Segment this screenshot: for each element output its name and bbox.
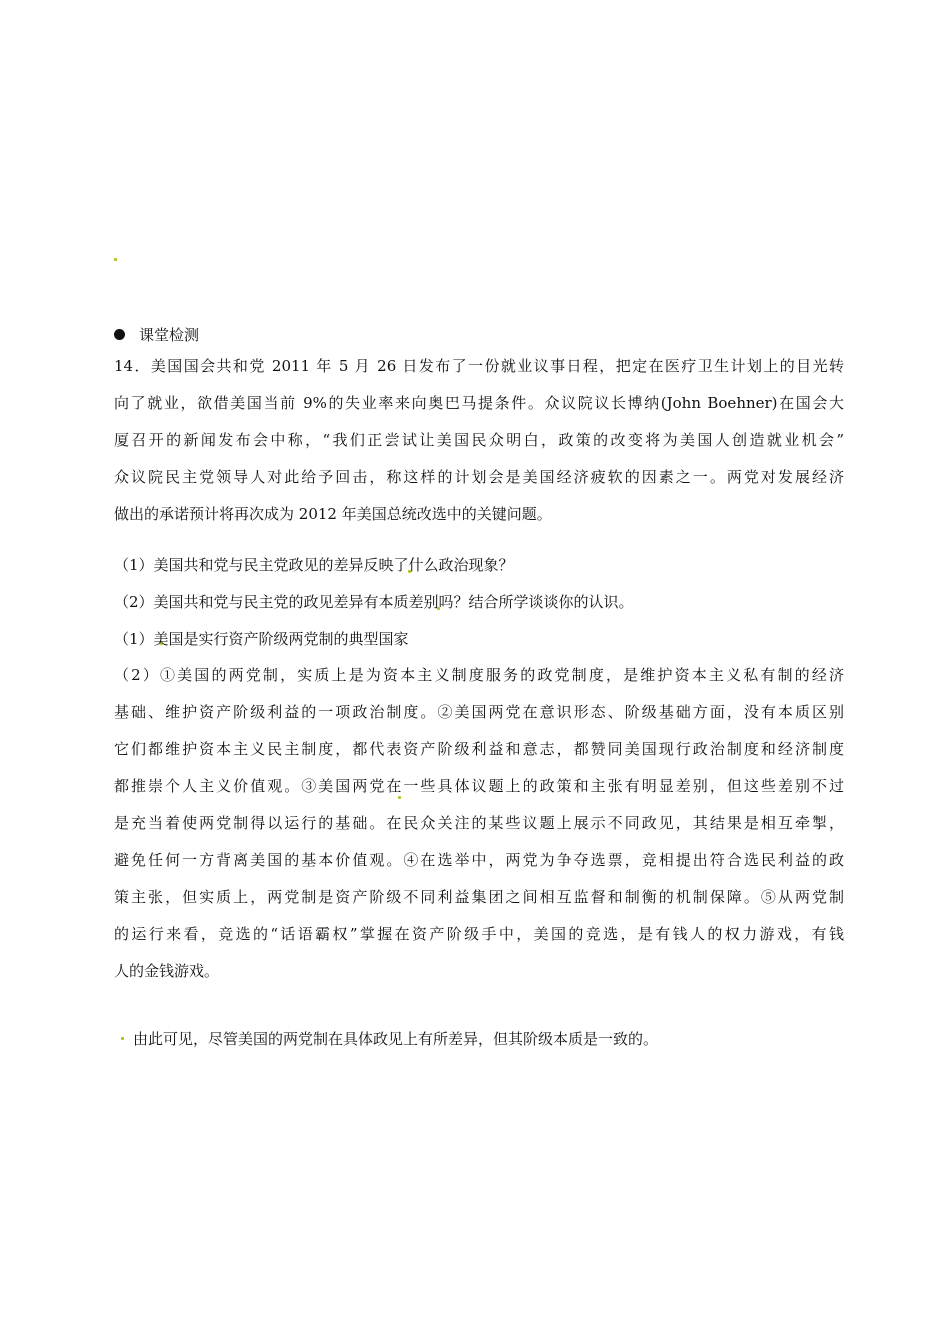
answer-2-line: 策主张，但实质上，两党制是资产阶级不同利益集团之间相互监督和制衡的机制保障。⑤从两党制 [114,888,844,906]
answer-2-line: 基础、维护资产阶级利益的一项政治制度。②美国两党在意识形态、阶级基础方面，没有本质区别 [114,703,844,721]
sub-question-2: （2）美国共和党与民主党的政见差异有本质差别吗？结合所学谈谈你的认识。 [114,593,634,611]
answer-1: （1）美国是实行资产阶级两党制的典型国家 [114,630,409,648]
question-line: 向了就业，欲借美国当前 9%的失业率来向奥巴马提条件。众议院议长博纳(John Boehner)在国会大 [114,394,844,412]
answer-2-line: 人的金钱游戏。 [114,962,220,980]
answer-2-line: 是充当着使两党制得以运行的基础。在民众关注的某些议题上展示不同政见，其结果是相互牵掣， [114,814,844,832]
question-line: 14．美国国会共和党 2011 年 5 月 26 日发布了一份就业议事日程，把定在医疗卫生计划上的目光转 [114,357,844,375]
question-line: 做出的承诺预计将再次成为 2012 年美国总统改选中的关键问题。 [114,505,552,523]
answer-2-line: 的运行来看，竞选的“话语霸权”掌握在资产阶级手中，美国的竞选，是有钱人的权力游戏，有钱 [114,925,844,943]
answer-2-line: （2）①美国的两党制，实质上是为资本主义制度服务的政党制度，是维护资本主义私有制的经济 [114,666,844,684]
answer-2-line: 都推崇个人主义价值观。③美国两党在一些具体议题上的政策和主张有明显差别，但这些差别不过 [114,777,844,795]
question-line: 众议院民主党领导人对此给予回击，称这样的计划会是美国经济疲软的因素之一。两党对发展经济 [114,468,844,486]
decorative-dot [121,1037,124,1040]
decorative-dot [114,258,117,261]
question-line: 厦召开的新闻发布会中称，“我们正尝试让美国民众明白，政策的改变将为美国人创造就业机会” [114,431,844,449]
answer-2-line: 它们都维护资本主义民主制度，都代表资产阶级利益和意志，都赞同美国现行政治制度和经济制度 [114,740,844,758]
sub-question-1: （1）美国共和党与民主党政见的差异反映了什么政治现象？ [114,556,514,574]
conclusion-text: 由此可见，尽管美国的两党制在具体政见上有所差异，但其阶级本质是一致的。 [133,1030,659,1048]
answer-2-line: 避免任何一方背离美国的基本价值观。④在选举中，两党为争夺选票，竞相提出符合选民利益的政 [114,851,844,869]
section-title: 课堂检测 [139,325,200,344]
section-heading [114,322,199,346]
bullet-icon [114,329,125,340]
